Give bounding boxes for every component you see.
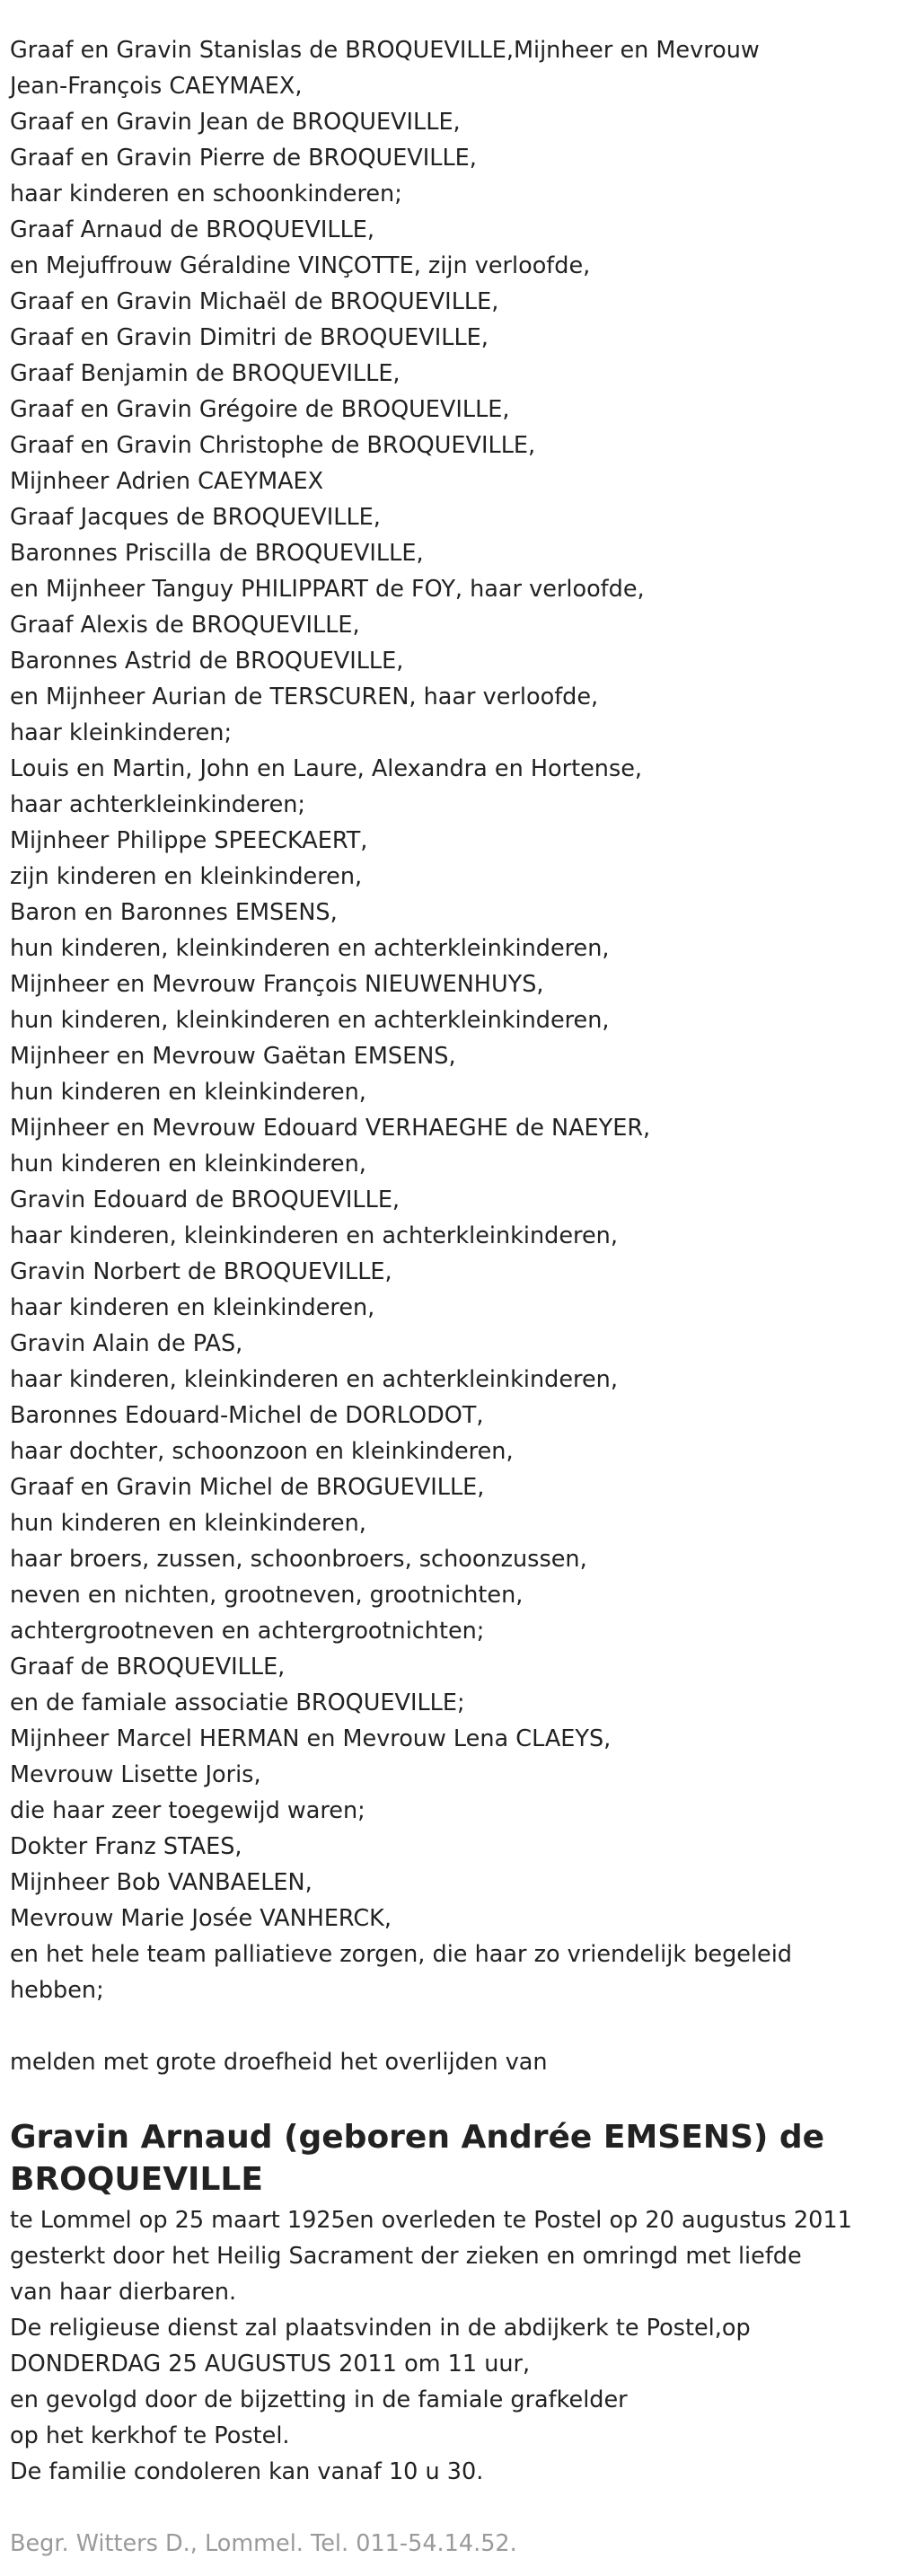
family-line: Graaf en Gravin Michel de BROGUEVILLE, [10,1474,485,1501]
family-line: haar kinderen en kleinkinderen, [10,1294,375,1321]
family-line: Graaf en Gravin Stanislas de BROQUEVILLE,Mijnheer en Mevrouw [10,37,760,64]
family-line: Baronnes Astrid de BROQUEVILLE, [10,648,404,675]
family-line: Mijnheer Bob VANBAELEN, [10,1869,313,1896]
family-line: Graaf en Gravin Jean de BROQUEVILLE, [10,109,461,136]
family-line: Baronnes Edouard-Michel de DORLODOT, [10,1402,484,1429]
detail-line: De religieuse dienst zal plaatsvinden in de abdijkerk te Postel,op [10,2315,751,2342]
detail-line: te Lommel op 25 maart 1925en overleden te Postel op 20 augustus 2011 [10,2207,852,2234]
family-line: Graaf de BROQUEVILLE, [10,1654,286,1681]
family-line: Graaf Arnaud de BROQUEVILLE, [10,216,375,243]
family-line: neven en nichten, grootneven, grootnichten, [10,1582,524,1609]
family-line: haar achterkleinkinderen; [10,791,306,818]
deceased-name-line-1: Gravin Arnaud (geboren Andrée EMSENS) de [10,2119,825,2156]
family-line: Mijnheer en Mevrouw François NIEUWENHUYS, [10,971,544,998]
deceased-name-line-2: BROQUEVILLE [10,2161,263,2198]
family-line: Graaf Alexis de BROQUEVILLE, [10,612,360,639]
family-line: en Mijnheer Aurian de TERSCUREN, haar verloofde, [10,684,599,710]
family-list [10,32,885,2008]
blank-line [10,2008,885,2044]
family-line: en Mijnheer Tanguy PHILIPPART de FOY, haar verloofde, [10,576,645,603]
family-line: Louis en Martin, John en Laure, Alexandra en Hortense, [10,755,643,782]
family-line: Gravin Edouard de BROQUEVILLE, [10,1187,401,1213]
detail-line: van haar dierbaren. [10,2279,237,2306]
family-line: Graaf en Gravin Christophe de BROQUEVILLE, [10,432,536,459]
family-line: Baronnes Priscilla de BROQUEVILLE, [10,540,424,567]
announcement-text: melden met grote droefheid het overlijden van [10,2049,548,2076]
family-line: hun kinderen, kleinkinderen en achterkleinkinderen, [10,1007,610,1034]
family-line: haar kinderen, kleinkinderen en achterkleinkinderen, [10,1222,618,1249]
family-line: en de famiale associatie BROQUEVILLE; [10,1689,465,1716]
family-line: Jean-François CAEYMAEX, [10,73,303,100]
family-line: Mevrouw Lisette Joris, [10,1761,261,1788]
family-line: Gravin Alain de PAS, [10,1330,243,1357]
family-line: hun kinderen en kleinkinderen, [10,1510,366,1537]
family-line: Graaf en Gravin Pierre de BROQUEVILLE, [10,145,477,172]
family-line: die haar zeer toegewijd waren; [10,1797,365,1824]
family-line: Dokter Franz STAES, [10,1833,242,1860]
family-line: Graaf en Gravin Grégoire de BROQUEVILLE, [10,396,510,423]
family-line: en het hele team palliatieve zorgen, die haar zo vriendelijk begeleid [10,1941,792,1968]
detail-line: en gevolgd door de bijzetting in de famiale grafkelder [10,2386,628,2413]
undertaker-footer: Begr. Witters D., Lommel. Tel. 011-54.14.52. [10,2530,517,2557]
family-line: en Mejuffrouw Géraldine VINÇOTTE, zijn verloofde, [10,252,591,279]
family-line: zijn kinderen en kleinkinderen, [10,863,363,890]
family-line: haar kinderen en schoonkinderen; [10,181,402,207]
family-line: haar dochter, schoonzoon en kleinkinderen, [10,1438,514,1465]
family-line: Mijnheer Philippe SPEECKAERT, [10,827,368,854]
family-line: haar broers, zussen, schoonbroers, schoonzussen, [10,1546,587,1573]
family-line: hun kinderen, kleinkinderen en achterkleinkinderen, [10,935,610,962]
family-line: Mijnheer en Mevrouw Gaëtan EMSENS, [10,1043,456,1070]
family-line: Mijnheer Adrien CAEYMAEX [10,468,324,495]
funeral-details [10,2202,885,2490]
family-line: haar kleinkinderen; [10,719,233,746]
family-line: Gravin Norbert de BROQUEVILLE, [10,1258,392,1285]
detail-line: De familie condoleren kan vanaf 10 u 30. [10,2458,484,2485]
detail-line: DONDERDAG 25 AUGUSTUS 2011 om 11 uur, [10,2351,531,2378]
family-line: Graaf en Gravin Michaël de BROQUEVILLE, [10,288,499,315]
family-line: Graaf Benjamin de BROQUEVILLE, [10,360,401,387]
family-line: Mijnheer Marcel HERMAN en Mevrouw Lena CLAEYS, [10,1725,612,1752]
detail-line: op het kerkhof te Postel. [10,2422,290,2449]
family-line: hun kinderen en kleinkinderen, [10,1079,366,1106]
family-line: Baron en Baronnes EMSENS, [10,899,338,926]
family-line: hun kinderen en kleinkinderen, [10,1151,366,1178]
family-line: hebben; [10,1977,104,2004]
obituary-notice [10,32,885,2562]
family-line: Graaf en Gravin Dimitri de BROQUEVILLE, [10,324,489,351]
detail-line: gesterkt door het Heilig Sacrament der zieken en omringd met liefde [10,2243,802,2270]
deceased-name [10,2116,885,2201]
family-line: achtergrootneven en achtergrootnichten; [10,1618,485,1645]
family-line: haar kinderen, kleinkinderen en achterkleinkinderen, [10,1366,618,1393]
family-line: Graaf Jacques de BROQUEVILLE, [10,504,381,531]
family-line: Mevrouw Marie Josée VANHERCK, [10,1905,392,1932]
family-line: Mijnheer en Mevrouw Edouard VERHAEGHE de NAEYER, [10,1115,651,1142]
